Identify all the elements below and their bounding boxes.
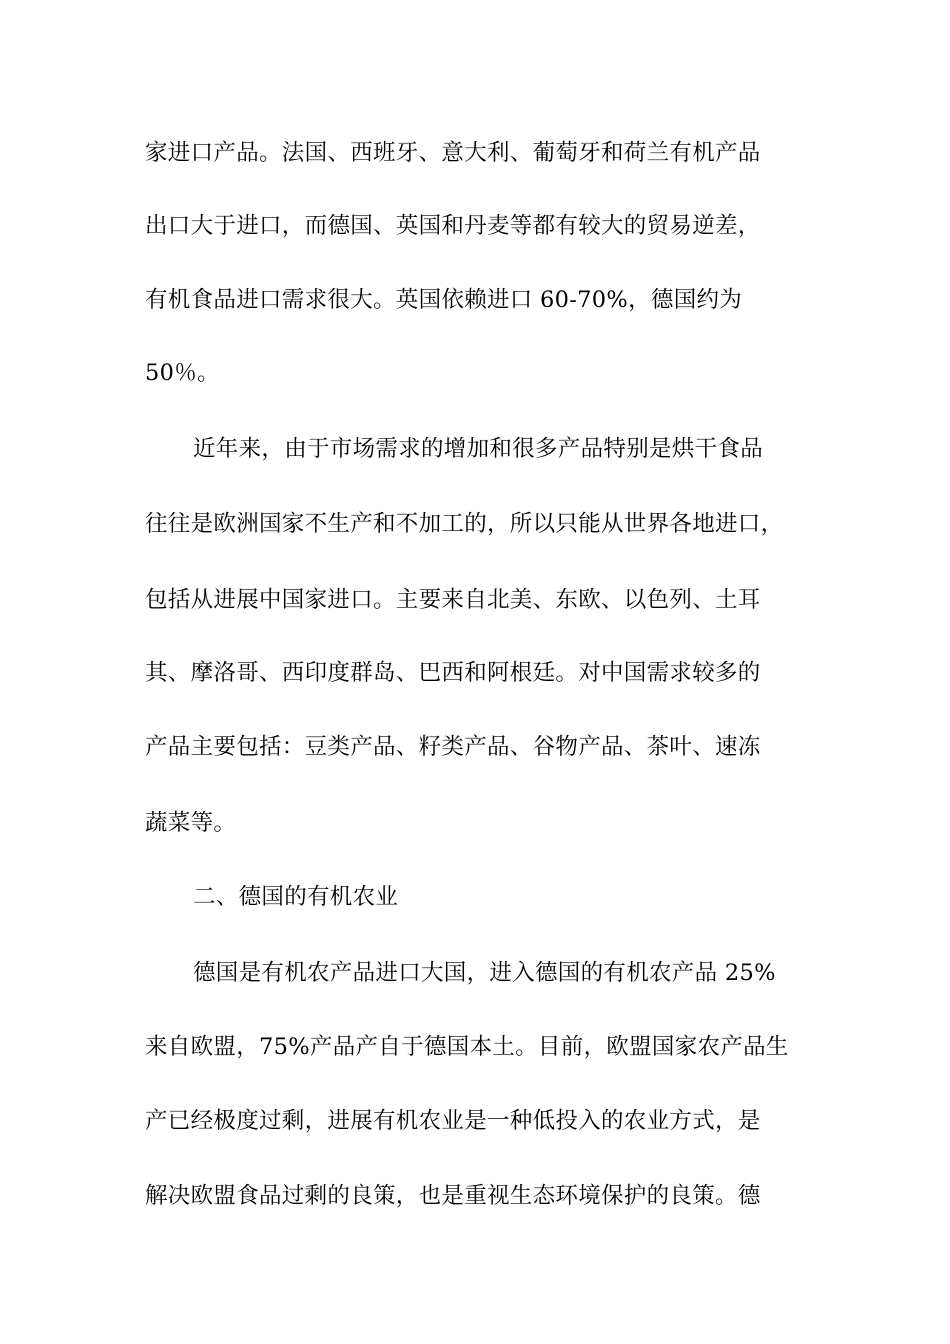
text-line: 家进口产品。法国、西班牙、意大利、葡萄牙和荷兰有机产品	[145, 140, 761, 166]
text-line: 来自欧盟，75%产品产自于德国本土。目前，欧盟国家农产品生	[145, 1034, 789, 1060]
section-heading: 二、德国的有机农业	[193, 884, 399, 910]
text-line: 出口大于进口，而德国、英国和丹麦等都有较大的贸易逆差，	[145, 213, 761, 239]
text-line: 包括从进展中国家进口。主要来自北美、东欧、以色列、土耳	[145, 587, 761, 613]
text-line: 近年来，由于市场需求的增加和很多产品特别是烘干食品	[193, 436, 764, 462]
text-line: 蔬菜等。	[145, 810, 237, 836]
text-line: 产已经极度过剩，进展有机农业是一种低投入的农业方式，是	[145, 1108, 761, 1134]
text-line: 产品主要包括：豆类产品、籽类产品、谷物产品、茶叶、速冻	[145, 734, 761, 760]
text-line: 解决欧盟食品过剩的良策，也是重视生态环境保护的良策。德	[145, 1183, 761, 1209]
text-line: 50％。	[145, 360, 220, 386]
text-line: 有机食品进口需求很大。英国依赖进口 60-70%，德国约为	[145, 287, 743, 313]
text-line: 德国是有机农产品进口大国，进入德国的有机农产品 25%	[193, 960, 776, 986]
text-line: 往往是欧洲国家不生产和不加工的，所以只能从世界各地进口，	[145, 511, 784, 537]
text-line: 其、摩洛哥、西印度群岛、巴西和阿根廷。对中国需求较多的	[145, 660, 761, 686]
